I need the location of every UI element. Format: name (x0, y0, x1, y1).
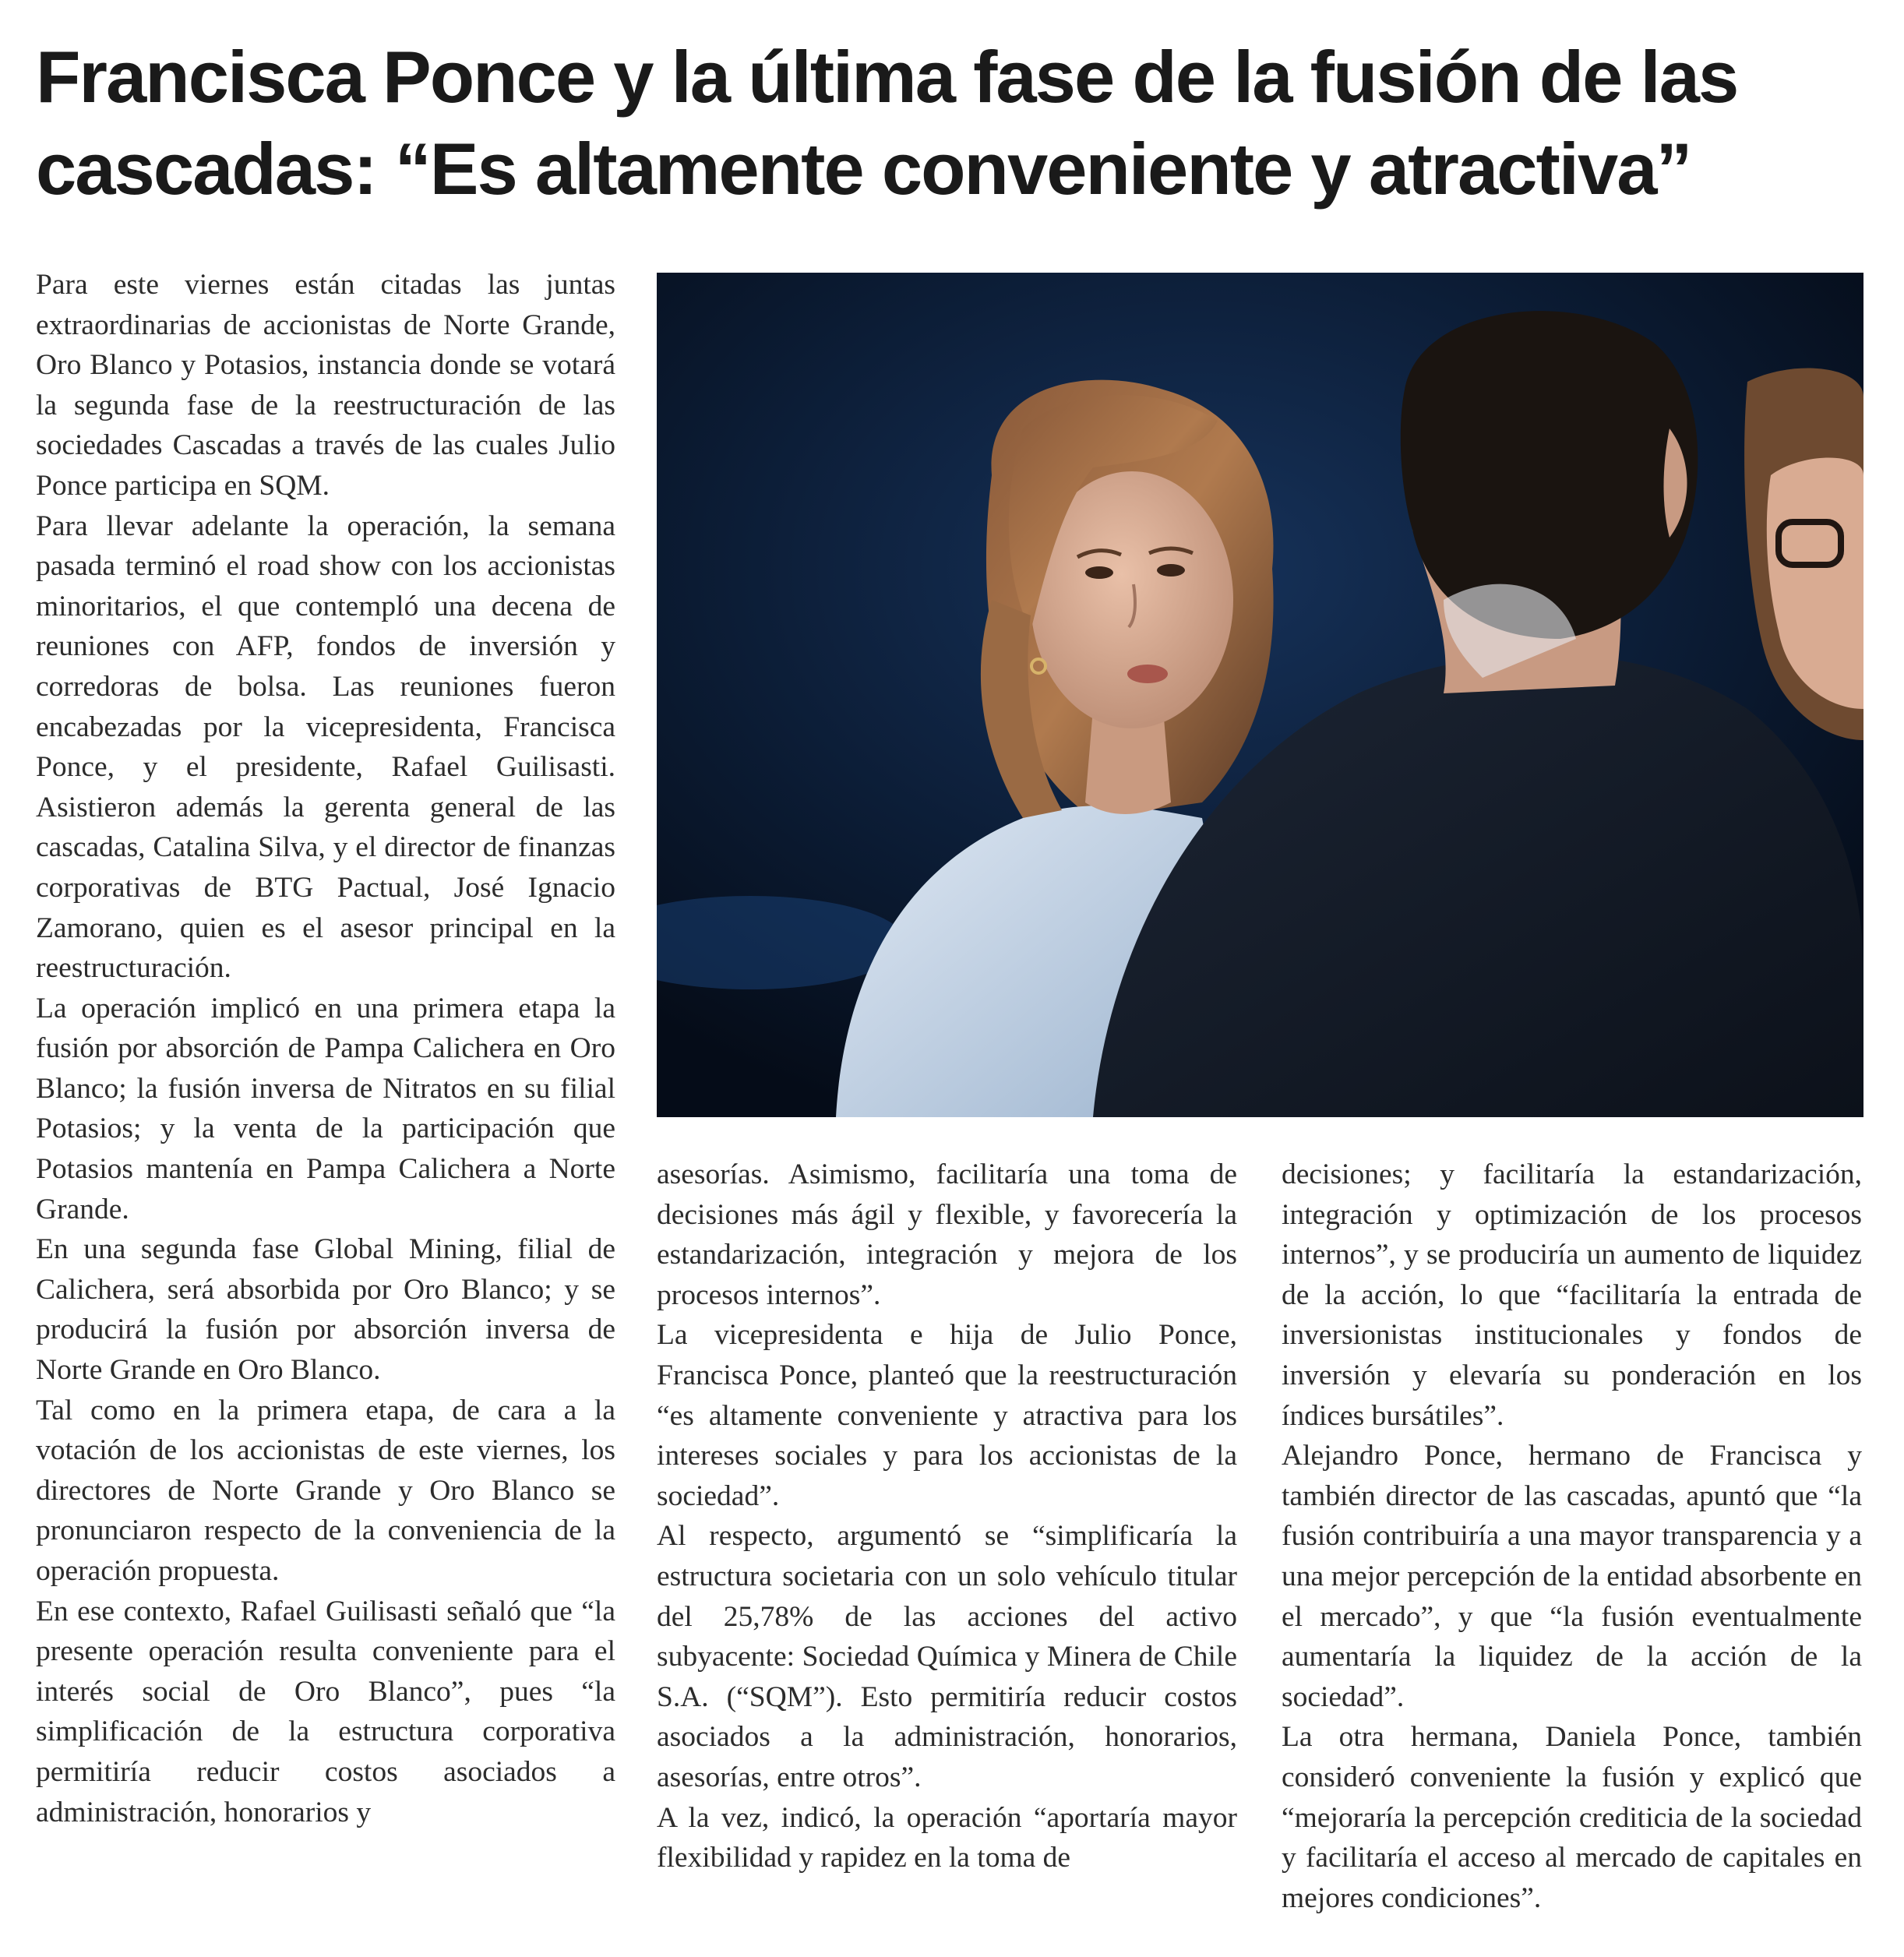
paragraph: Tal como en la primera etapa, de cara a la votación de los accionistas de este viernes, los directores de Norte Grande y Oro Blanco se pronunciaron respecto de la conveniencia de la operación propuesta. (36, 1394, 615, 1587)
paragraph: Alejandro Ponce, hermano de Francisca y también director de las cascadas, apuntó que “la fusión contribuiría a una mayor transparencia y a una mejor percepción de la entidad absorbente en el mercado”, y que “la fusión eventualmente aumentaría la liquidez de la acción de la sociedad”. (1282, 1440, 1862, 1713)
paragraph: En ese contexto, Rafael Guilisasti señaló que “la presente operación resulta conveniente para el interés social de Oro Blanco”, pues “la simplificación de la estructura corporativa permitiría reducir costos asociados a administración, honorarios y (36, 1595, 615, 1828)
paragraph: Al respecto, argumentó se “simplificaría la estructura societaria con un solo vehículo titular del 25,78% de las acciones del activo subyacente: Sociedad Química y Minera de Chile S.A. (“SQM”). Esto permitiría reducir costos asociados a la administración, honorarios, asesorías, entre otros”. (657, 1520, 1237, 1793)
paragraph: decisiones; y facilitaría la estandarización, integración y optimización de los procesos internos”, y se produciría un aumento de liquidez de la acción, lo que “facilitaría la entrada de inversionistas institucionales y fondos de inversión y elevaría su ponderación en los índices bursátiles”. (1282, 1158, 1862, 1432)
article-column-1 (36, 265, 615, 1832)
paragraph: La vicepresidenta e hija de Julio Ponce, Francisca Ponce, planteó que la reestructuración “es altamente conveniente y atractiva para los intereses sociales y para los accionistas de la sociedad”. (657, 1319, 1237, 1512)
article-photo (657, 273, 1863, 1117)
paragraph: A la vez, indicó, la operación “aportaría mayor flexibilidad y rapidez en la toma de (657, 1801, 1237, 1874)
paragraph: Para llevar adelante la operación, la semana pasada terminó el road show con los accionistas minoritarios, el que contempló una decena de reuniones con AFP, fondos de inversión y corredoras de bolsa. Las reuniones fueron encabezadas por la vicepresidenta, Francisca Ponce, y el presidente, Rafael Guilisasti. Asistieron además la gerenta general de las cascadas, Catalina Silva, y el director de finanzas corporativas de BTG Pactual, José Ignacio Zamorano, quien es el asesor principal en la reestructuración. (36, 510, 615, 985)
article-headline: Francisca Ponce y la última fase de la fusión de las cascadas: “Es altamente conveniente y atractiva” (36, 36, 1738, 210)
paragraph: asesorías. Asimismo, facilitaría una toma de decisiones más ágil y flexible, y favorecería la estandarización, integración y mejora de los procesos internos”. (657, 1158, 1237, 1311)
paragraph: Para este viernes están citadas las juntas extraordinarias de accionistas de Norte Grande, Oro Blanco y Potasios, instancia donde se votará la segunda fase de la reestructuración de las sociedades Cascadas a través de las cuales Julio Ponce participa en SQM. (36, 269, 615, 502)
article-column-3 (1282, 1155, 1862, 1918)
paragraph: La operación implicó en una primera etapa la fusión por absorción de Pampa Calichera en Oro Blanco; la fusión inversa de Nitratos en su filial Potasios; y la venta de la participación que Potasios mantenía en Pampa Calichera a Norte Grande. (36, 992, 615, 1225)
photo-illustration (657, 273, 1863, 1117)
paragraph: La otra hermana, Daniela Ponce, también consideró conveniente la fusión y explicó que “mejoraría la percepción crediticia de la sociedad y facilitaría el acceso al mercado de capitales en mejores condiciones”. (1282, 1721, 1862, 1914)
paragraph: En una segunda fase Global Mining, filial de Calichera, será absorbida por Oro Blanco; y se producirá la fusión por absorción inversa de Norte Grande en Oro Blanco. (36, 1233, 615, 1387)
article-column-2 (657, 1155, 1237, 1878)
